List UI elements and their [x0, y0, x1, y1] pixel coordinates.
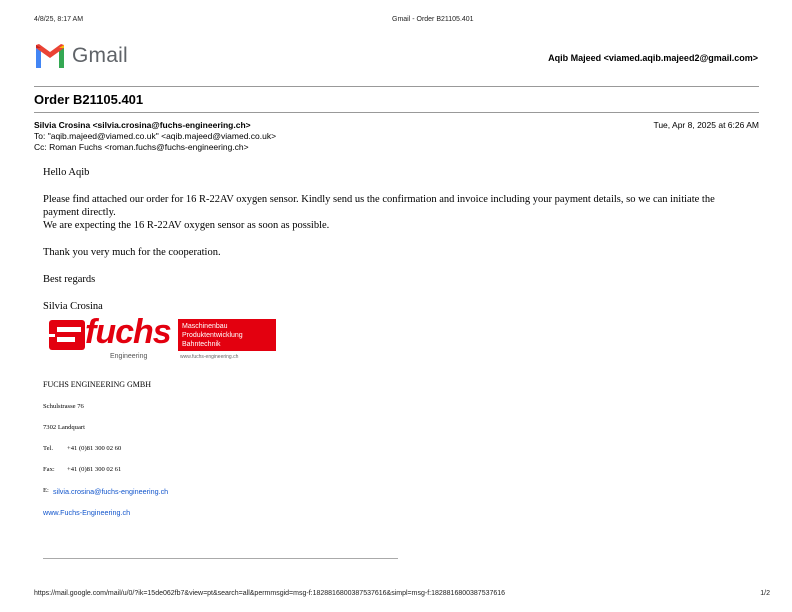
email-from[interactable]: Silvia Crosina <silvia.crosina@fuchs-engineering.ch>	[34, 120, 251, 130]
print-datetime: 4/8/25, 8:17 AM	[34, 16, 84, 23]
fuchs-services-box	[178, 319, 276, 351]
fax-number: +41 (0)81 300 02 61	[67, 466, 122, 473]
service-line: Produktentwicklung	[182, 332, 243, 339]
signature-divider	[43, 558, 398, 559]
tel-number: +41 (0)81 300 02 60	[67, 445, 122, 452]
fuchs-logo	[47, 313, 277, 366]
email-greeting: Hello Aqib	[43, 167, 90, 178]
fuchs-logo-url: www.fuchs-engineering.ch	[180, 354, 239, 360]
email-cc[interactable]: Cc: Roman Fuchs <roman.fuchs@fuchs-engineering.ch>	[34, 142, 249, 152]
company-street: Schulstrasse 76	[43, 403, 84, 410]
divider-top	[34, 86, 759, 87]
fuchs-tagline: Engineering	[110, 353, 148, 360]
email-date: Tue, Apr 8, 2025 at 6:26 AM	[653, 120, 759, 130]
email-subject: Order B21105.401	[34, 92, 144, 107]
print-page-title: Gmail - Order B21105.401	[392, 16, 474, 23]
email-paragraph-1: Please find attached our order for 16 R-22AV oxygen sensor. Kindly send us the confirmation and invoice including your payment details, so we can initiate the payment directly.	[43, 194, 715, 218]
print-page-number: 1/2	[760, 590, 770, 597]
service-line: Maschinenbau	[182, 323, 228, 330]
email-to[interactable]: To: "aqib.majeed@viamed.co.uk" <aqib.majeed@viamed.co.uk>	[34, 131, 277, 141]
company-website-link[interactable]: www.Fuchs-Engineering.ch	[43, 508, 131, 517]
gmail-m-icon[interactable]	[34, 44, 66, 68]
account-address: Aqib Majeed <viamed.aqib.majeed2@gmail.com>	[548, 53, 758, 63]
company-email-link[interactable]: silvia.crosina@fuchs-engineering.ch	[53, 487, 169, 496]
service-line: Bahntechnik	[182, 341, 221, 348]
fax-label: Fax:	[43, 466, 55, 473]
divider-subject	[34, 112, 759, 113]
signature-name: Silvia Crosina	[43, 301, 103, 312]
email-paragraph-2: We are expecting the 16 R-22AV oxygen sensor as soon as possible.	[43, 220, 330, 231]
email-thanks: Thank you very much for the cooperation.	[43, 247, 221, 258]
gmail-wordmark: Gmail	[72, 44, 128, 67]
company-name: FUCHS ENGINEERING GMBH	[43, 380, 152, 389]
email-closing: Best regards	[43, 274, 96, 285]
tel-label: Tel.	[43, 445, 53, 452]
email-label: E:	[43, 487, 49, 494]
company-city: 7302 Landquart	[43, 424, 85, 431]
fuchs-wordmark: fuchs	[85, 313, 171, 351]
print-url[interactable]: https://mail.google.com/mail/u/0/?ik=15de062fb7&view=pt&search=all&permmsgid=msg-f:1828816800387537616&simpl=msg-f:1828816800387537616	[34, 590, 506, 597]
